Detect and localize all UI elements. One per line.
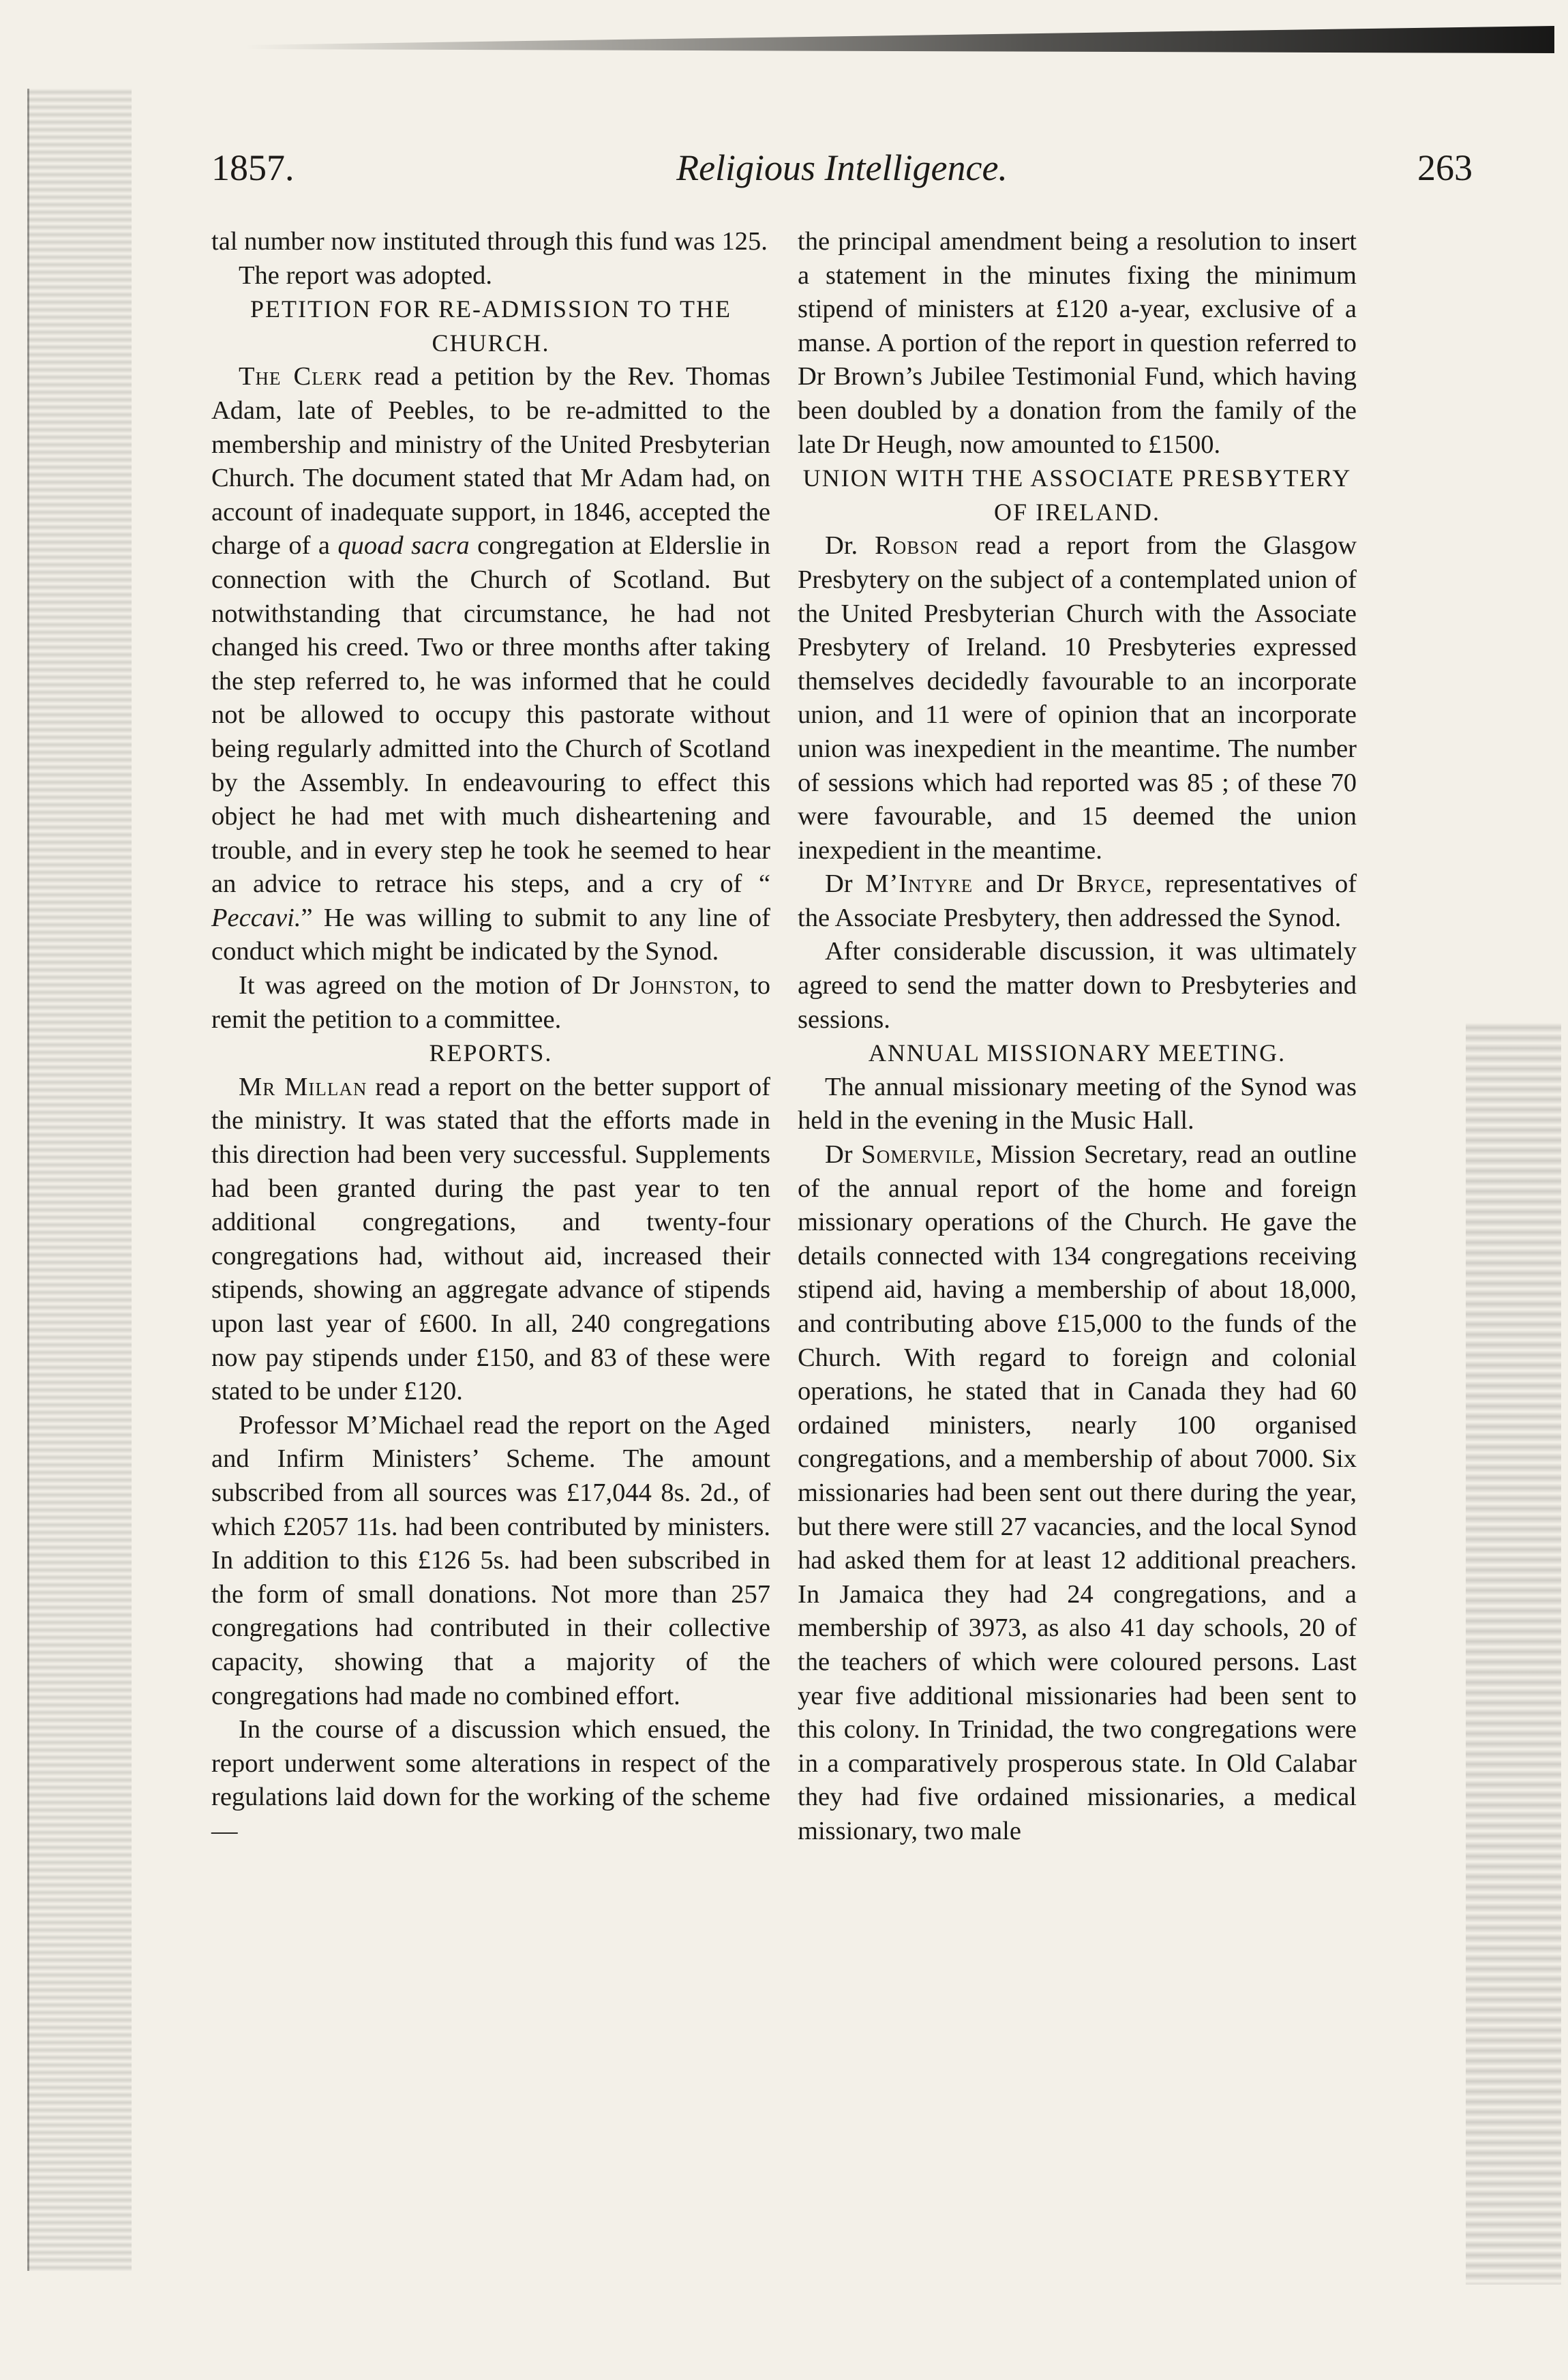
- paragraph-text: , Mission Secretary, read an outline of the annual report of the home and foreign missionary operations of the Church. He gave the details connected with 134 congregations receiving stipend aid, having a membership of about 18,000, and contributing above £15,000 to the funds of the Church. With regard to foreign and colonial operations, he stated that in Canada they had 60 ordained ministers, nearly 100 organised congregations, and a membership of about 7000. Six missionaries had been sent out there during the year, but there were still 27 vacancies, and the local Synod had asked them for at least 12 additional preachers. In Jamaica they had 24 congregations, and a membership of 3973, as also 41 day schools, 20 of the teachers of which were coloured persons. Last year five additional missionaries had been sent to this colony. In Trinidad, the two congregations were in a comparatively prosperous state. In Old Calabar they had five ordained missionaries, a medical missionary, two male: [798, 1140, 1357, 1845]
- speaker-name: M’Intyre: [865, 869, 974, 899]
- paragraph: After considerable discussion, it was ultimately agreed to send the matter down to Presbyteries and sessions.: [798, 937, 1357, 1034]
- paragraph-text: , to remit the petition to a committee.: [211, 971, 771, 1034]
- paragraph: In the course of a discussion which ensued, the report underwent some alterations in respect of the regulations laid down for the working of the scheme—: [211, 1715, 770, 1845]
- section-heading-union: UNION WITH THE ASSOCIATE PRESBYTERY OF IRELAND.: [802, 464, 1352, 526]
- speaker-name: Mr Millan: [239, 1072, 367, 1101]
- scan-edge-shadow-top: [245, 26, 1554, 53]
- paragraph-text: read a petition by the Rev. Thomas Adam, late of Peebles, to be re-admitted to the membership and ministry of the United Presbyterian Church. The document stated that Mr Adam had, on account of inadequate support, in 1846, accepted the charge of a: [211, 362, 770, 561]
- running-header: [211, 147, 1473, 201]
- paragraph: [798, 867, 1357, 935]
- speaker-name: The Clerk: [239, 362, 363, 391]
- paragraph-text: and Dr: [973, 869, 1077, 899]
- paragraph: tal number now instituted through this fund was 125.: [211, 227, 768, 256]
- paragraph: [798, 1138, 1357, 1848]
- scan-edge-noise-right: [1466, 1023, 1561, 2285]
- paragraph-text: read a report from the Glasgow Presbytery on the subject of a contemplated union of the United Presbyterian Church with the Associate Presbytery of Ireland. 10 Presbyteries expressed themselves decidedly favourable to an incorporate union, and 11 were of opinion that an incorporate union was inexpedient in the meantime. The number of sessions which had reported was 85 ; of these 70 were favourable, and 15 deemed the union inexpedient in the meantime.: [798, 531, 1357, 865]
- left-column: [211, 225, 770, 1849]
- paragraph: Professor M’Michael read the report on the Aged and Infirm Ministers’ Scheme. The amount subscribed from all sources was £17,044 8s. 2d., of which £2057 11s. had been contributed by ministers. In addition to this £126 5s. had been subscribed in the form of small donations. Not more than 257 congregations had contributed in their collective capacity, showing that a majority of the congregations had made no combined effort.: [211, 1410, 770, 1710]
- paragraph-text: ” He was willing to submit to any line of conduct which might be indicated by the Synod.: [211, 903, 770, 966]
- paragraph: [211, 1071, 770, 1409]
- paragraph-text: , representatives of the Associate Presbytery, then addressed the Synod.: [798, 869, 1357, 932]
- speaker-name: Johnston: [629, 971, 734, 1000]
- page-number: 263: [1417, 147, 1473, 188]
- italic-text: Peccavi.: [211, 903, 301, 932]
- scan-binding-shadow: [27, 89, 132, 2271]
- speaker-name: Robson: [875, 531, 959, 561]
- section-heading-annual: ANNUAL MISSIONARY MEETING.: [868, 1039, 1286, 1067]
- paragraph-text: read a report on the better support of the ministry. It was stated that the efforts made in this direction had been very successful. Supplements had been granted during the past year to ten additional congregations, and twenty-four congregations had, without aid, increased their stipends, showing an aggregate advance of stipends upon last year of £600. In all, 240 congregations now pay stipends under £150, and 83 of these were stated to be under £120.: [211, 1072, 770, 1406]
- italic-text: quoad sacra: [337, 531, 470, 561]
- paragraph-text: It was agreed on the motion of Dr: [239, 971, 630, 1000]
- paragraph: the principal amendment being a resolution to insert a statement in the minutes fixing the minimum stipend of ministers at £120 a-year, exclusive of a manse. A portion of the report in question referred to Dr Brown’s Jubilee Testimonial Fund, which having been doubled by a donation from the family of the late Dr Heugh, now amounted to £1500.: [798, 227, 1357, 459]
- paragraph-text: Dr: [825, 1140, 862, 1170]
- paragraph: [211, 360, 770, 969]
- paragraph: The annual missionary meeting of the Synod was held in the evening in the Music Hall.: [798, 1072, 1357, 1135]
- speaker-name: Somervile: [861, 1140, 976, 1170]
- speaker-name: Bryce: [1076, 869, 1146, 899]
- paragraph-text: congregation at Elderslie in connection with the Church of Scotland. But notwithstanding that circumstance, he had not changed his creed. Two or three months after taking the step referred to, he was informed that he could not be allowed to occupy this pastorate without being regularly admitted into the Church of Scotland by the Assembly. In endeavouring to effect this object he had met with much disheartening and trouble, and in every step he took he seemed to hear an advice to retrace his steps, and a cry of “: [211, 531, 770, 899]
- header-year: 1857.: [211, 147, 295, 188]
- paragraph-text: Dr: [825, 869, 866, 899]
- paragraph: [211, 969, 770, 1037]
- paragraph-text: Dr.: [825, 531, 875, 561]
- paragraph: The report was adopted.: [239, 261, 493, 290]
- section-heading-reports: REPORTS.: [429, 1039, 553, 1067]
- section-heading-petition: PETITION FOR RE-ADMISSION TO THE CHURCH.: [250, 295, 732, 357]
- right-column: [798, 225, 1357, 1849]
- header-title: Religious Intelligence.: [676, 147, 1008, 188]
- paragraph: [798, 529, 1357, 867]
